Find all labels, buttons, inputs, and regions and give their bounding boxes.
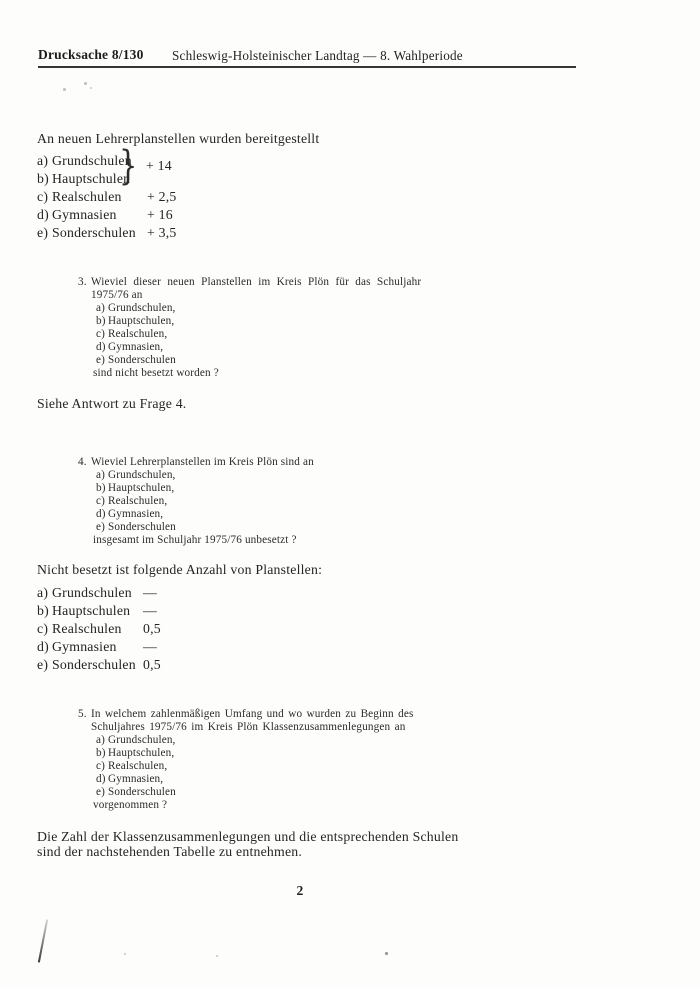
header-rule	[38, 66, 576, 68]
item-name: Grundschulen,	[108, 302, 176, 314]
answer-note: Siehe Antwort zu Frage 4.	[37, 396, 187, 411]
question-item	[96, 760, 478, 773]
item-name: Realschulen,	[108, 760, 168, 772]
question-closing: sind nicht besetzt worden ?	[93, 367, 219, 379]
vacancy-row	[37, 638, 322, 656]
item-label: c)	[96, 495, 105, 507]
item-label: b)	[96, 315, 106, 327]
item-label: c)	[37, 189, 49, 204]
vacancy-row	[37, 584, 322, 602]
item-label: b)	[37, 171, 49, 186]
scan-speck	[216, 955, 218, 957]
allocation-row	[37, 188, 319, 206]
question-item	[96, 495, 478, 508]
question-text: Wieviel dieser neuen Planstellen im Kreis Plön für das Schuljahr	[91, 276, 422, 288]
question-closing: insgesamt im Schuljahr 1975/76 unbesetzt ?	[93, 534, 297, 546]
item-name: Grundschulen	[52, 585, 132, 600]
allocation-intro: An neuen Lehrerplanstellen wurden bereitgestellt	[37, 131, 320, 146]
item-label: a)	[37, 153, 49, 168]
question-item	[96, 773, 478, 786]
item-value: 0,5	[143, 621, 161, 636]
question-5	[78, 708, 478, 812]
scan-speck	[385, 952, 388, 955]
question-4	[78, 456, 478, 547]
vacancies-intro: Nicht besetzt ist folgende Anzahl von Planstellen:	[37, 562, 323, 577]
vacancy-row	[37, 656, 322, 674]
item-name: Hauptschulen	[52, 603, 131, 618]
item-name: Sonderschulen	[108, 521, 176, 533]
question-item	[96, 328, 478, 341]
item-value: 0,5	[143, 657, 161, 672]
item-name: Sonderschulen	[52, 657, 136, 672]
item-label: b)	[37, 603, 49, 618]
question-number: 3.	[78, 276, 87, 288]
allocation-row	[37, 170, 319, 188]
doc-number: Drucksache 8/130	[38, 47, 144, 62]
closing-paragraph	[37, 829, 458, 859]
item-label: b)	[96, 747, 106, 759]
question-item	[96, 469, 478, 482]
item-name: Gymnasien,	[108, 341, 164, 353]
question-number: 5.	[78, 708, 87, 720]
allocation-block	[37, 130, 319, 242]
item-label: e)	[96, 786, 105, 798]
question-text: Wieviel Lehrerplanstellen im Kreis Plön sind an	[91, 456, 314, 468]
item-value: + 3,5	[147, 225, 177, 240]
item-name: Hauptschulen,	[108, 747, 175, 759]
item-value: + 2,5	[147, 189, 177, 204]
pen-stroke-mark	[38, 919, 48, 963]
item-label: d)	[96, 773, 106, 785]
item-name: Realschulen,	[108, 495, 168, 507]
item-name: Hauptschulen	[52, 171, 131, 186]
question-text: In welchem zahlenmäßigen Umfang und wo wurden zu Beginn des	[91, 708, 414, 720]
vacancy-row	[37, 620, 322, 638]
item-value: —	[143, 585, 157, 600]
item-label: c)	[37, 621, 49, 636]
item-name: Gymnasien	[52, 207, 117, 222]
allocation-row	[37, 224, 319, 242]
item-name: Grundschulen,	[108, 734, 176, 746]
item-name: Sonderschulen	[108, 786, 176, 798]
item-label: c)	[96, 328, 105, 340]
scan-speck	[84, 82, 87, 85]
item-name: Grundschulen	[52, 153, 132, 168]
question-item	[96, 521, 478, 534]
question-number: 4.	[78, 456, 87, 468]
allocation-row	[37, 206, 319, 224]
item-label: c)	[96, 760, 105, 772]
question-item	[96, 482, 478, 495]
item-label: a)	[96, 734, 105, 746]
page-number: 2	[296, 883, 304, 898]
item-name: Gymnasien	[52, 639, 117, 654]
closing-line: Die Zahl der Klassenzusammenlegungen und die entsprechenden Schulen	[37, 829, 459, 844]
question-item	[96, 341, 478, 354]
item-label: e)	[37, 657, 49, 672]
item-name: Hauptschulen,	[108, 482, 175, 494]
curly-brace-icon: }	[119, 143, 138, 189]
item-label: e)	[96, 521, 105, 533]
item-name: Realschulen,	[108, 328, 168, 340]
item-name: Gymnasien,	[108, 773, 164, 785]
session-title: Schleswig-Holsteinischer Landtag — 8. Wahlperiode	[172, 48, 463, 63]
question-item	[96, 734, 478, 747]
item-value: —	[143, 603, 157, 618]
item-name: Sonderschulen	[108, 354, 176, 366]
item-label: a)	[96, 469, 105, 481]
item-name: Gymnasien,	[108, 508, 164, 520]
item-label: d)	[96, 341, 106, 353]
question-text: 1975/76 an	[91, 289, 143, 301]
scan-speck	[124, 953, 126, 955]
item-label: d)	[96, 508, 106, 520]
scan-speck	[90, 87, 92, 89]
question-text: Schuljahres 1975/76 im Kreis Plön Klassenzusammenlegungen an	[91, 721, 406, 733]
question-3	[78, 276, 478, 380]
item-name: Realschulen	[52, 621, 122, 636]
item-label: d)	[37, 639, 49, 654]
scan-speck	[63, 88, 66, 91]
item-value: —	[143, 639, 157, 654]
grouped-value: + 14	[146, 158, 172, 173]
item-name: Realschulen	[52, 189, 122, 204]
question-closing: vorgenommen ?	[93, 799, 168, 811]
question-item	[96, 354, 478, 367]
item-label: a)	[96, 302, 105, 314]
item-label: a)	[37, 585, 49, 600]
question-item	[96, 508, 478, 521]
item-name: Grundschulen,	[108, 469, 176, 481]
question-item	[96, 315, 478, 328]
question-item	[96, 302, 478, 315]
question-item	[96, 747, 478, 760]
item-name: Sonderschulen	[52, 225, 136, 240]
item-label: d)	[37, 207, 49, 222]
question-item	[96, 786, 478, 799]
item-value: + 16	[147, 207, 173, 222]
vacancies-block	[37, 561, 322, 674]
item-label: e)	[96, 354, 105, 366]
item-label: b)	[96, 482, 106, 494]
vacancy-row	[37, 602, 322, 620]
allocation-row	[37, 152, 319, 170]
closing-line: sind der nachstehenden Tabelle zu entnehmen.	[37, 844, 303, 859]
item-name: Hauptschulen,	[108, 315, 175, 327]
item-label: e)	[37, 225, 49, 240]
